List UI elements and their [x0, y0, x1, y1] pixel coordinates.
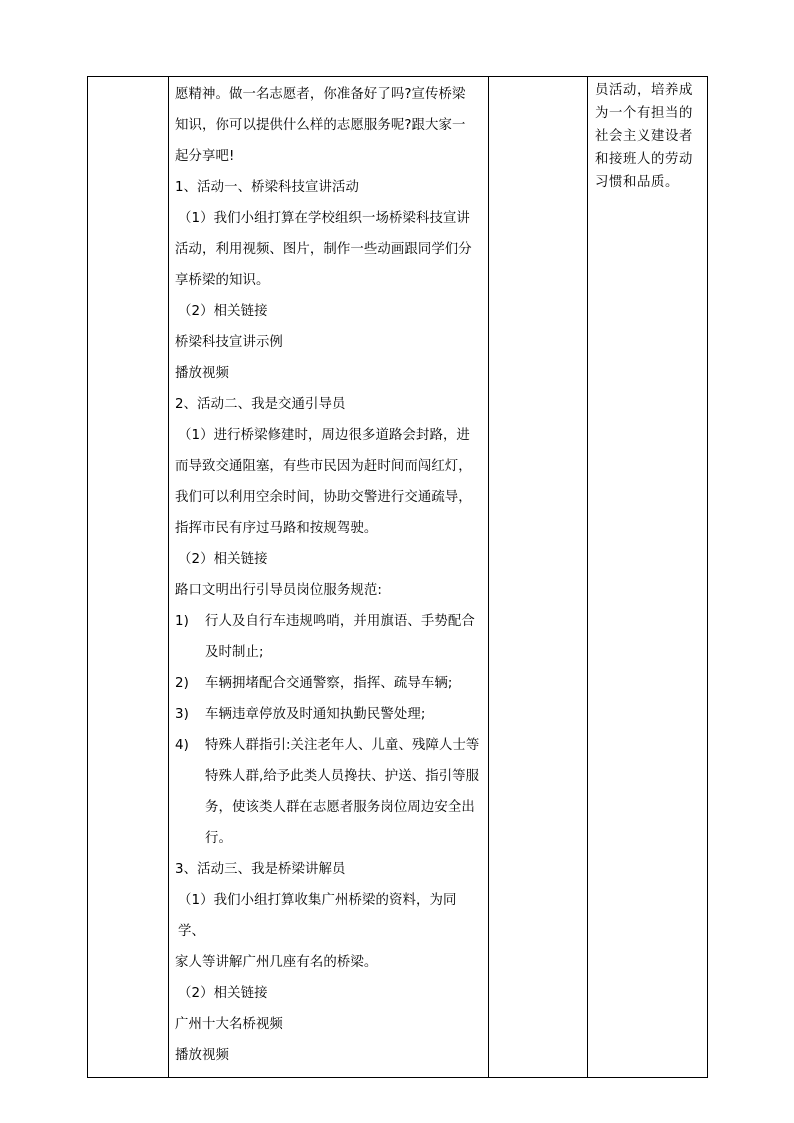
- goal-line: 员活动，培养成: [595, 83, 693, 98]
- rule-line: 特殊人群,给予此类人员搀扶、护送、指引等服: [205, 769, 480, 784]
- activity2-item1-line: （1）进行桥梁修建时，周边很多道路会封路，进: [178, 428, 470, 443]
- activity2-item1-line: 指挥市民有序过马路和按规驾驶。: [175, 521, 378, 536]
- goal-line: 和接班人的劳动: [595, 152, 693, 167]
- activity1-related-links: （2）相关链接: [178, 304, 268, 319]
- rule-number: 2): [175, 676, 189, 691]
- rule-line: 车辆违章停放及时通知执勤民警处理;: [205, 707, 426, 722]
- goal-cell: [588, 77, 708, 1078]
- stage-cell: [88, 77, 169, 1078]
- rule-item: [175, 668, 482, 699]
- activity1-item1-line: （1）我们小组打算在学校组织一场桥梁科技宣讲: [178, 211, 470, 226]
- activity2-item1-line: 我们可以利用空余时间，协助交警进行交通疏导，: [175, 490, 472, 505]
- goal-line: 习惯和品质。: [595, 175, 679, 190]
- activity1-link-title: 桥梁科技宣讲示例: [175, 335, 283, 350]
- activity1-play-video[interactable]: 播放视频: [175, 366, 229, 381]
- rule-number: 4): [175, 738, 189, 753]
- activity2-item1-line: 而导致交通阻塞，有些市民因为赶时间而闯红灯，: [175, 459, 472, 474]
- content-cell: [169, 77, 489, 1078]
- intro-line: 愿精神。做一名志愿者，你准备好了吗?宣传桥梁: [175, 87, 466, 102]
- activity1-item1-line: 享桥梁的知识。: [175, 273, 270, 288]
- intro-line: 知识，你可以提供什么样的志愿服务呢?跟大家一: [175, 118, 466, 133]
- goal-line: 社会主义建设者: [595, 129, 693, 144]
- intro-line: 起分享吧!: [175, 149, 235, 164]
- activity1-heading: 1、活动一、桥梁科技宣讲活动: [175, 180, 359, 195]
- rule-line: 车辆拥堵配合交通警察，指挥、疏导车辆;: [205, 676, 453, 691]
- activity3-related-links: （2）相关链接: [178, 986, 268, 1001]
- rule-line: 特殊人群指引:关注老年人、儿童、残障人士等: [205, 738, 480, 753]
- activity2-heading: 2、活动二、我是交通引导员: [175, 397, 346, 412]
- rule-item: [175, 730, 482, 854]
- rule-line: 行。: [205, 831, 232, 846]
- rule-number: 3): [175, 707, 189, 722]
- activity2-rules-title: 路口文明出行引导员岗位服务规范:: [175, 583, 382, 598]
- activity1-item1-line: 活动，利用视频、图片，制作一些动画跟同学们分: [175, 242, 472, 257]
- goal-line: 为一个有担当的: [595, 106, 693, 121]
- student-activity-cell: [489, 77, 588, 1078]
- rule-line: 及时制止;: [205, 645, 264, 660]
- activity2-related-links: （2）相关链接: [178, 552, 268, 567]
- activity3-link-title: 广州十大名桥视频: [175, 1017, 283, 1032]
- rule-line: 务，使该类人群在志愿者服务岗位周边安全出: [205, 800, 475, 815]
- rule-item: [175, 699, 482, 730]
- rule-line: 行人及自行车违规鸣哨，并用旗语、手势配合: [205, 614, 475, 629]
- activity3-item1-line: 家人等讲解广州几座有名的桥梁。: [175, 955, 378, 970]
- activity3-play-video[interactable]: 播放视频: [175, 1048, 229, 1063]
- lesson-plan-table: [87, 76, 708, 1078]
- rule-item: [175, 606, 482, 668]
- rule-number: 1): [175, 614, 189, 629]
- activity3-item1-line: （1）我们小组打算收集广州桥梁的资料，为同学、: [178, 893, 457, 939]
- activity3-heading: 3、活动三、我是桥梁讲解员: [175, 862, 346, 877]
